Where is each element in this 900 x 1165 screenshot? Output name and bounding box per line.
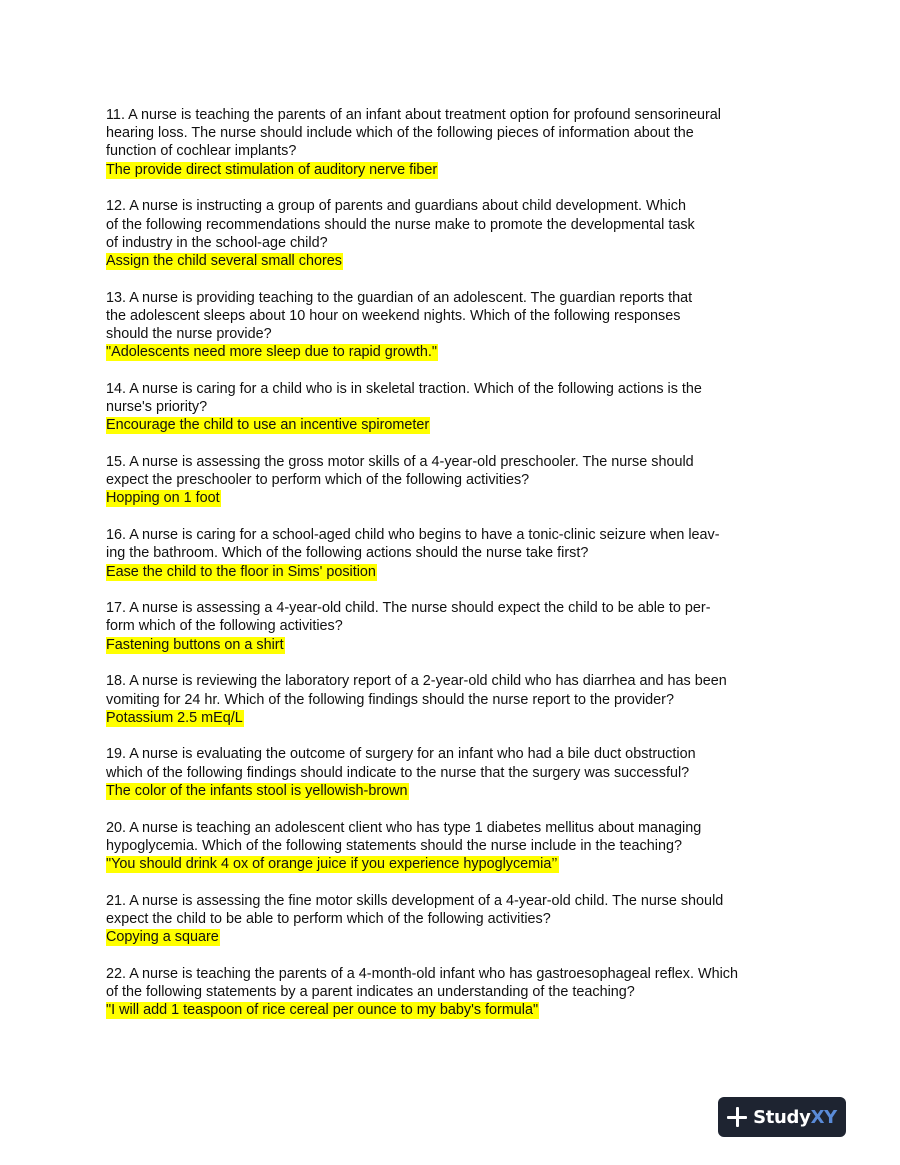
brand-name-accent: XY [810, 1106, 837, 1128]
question-text-line: of the following recommendations should the nurse make to promote the developmental task [106, 216, 695, 233]
question-text-line: 22. A nurse is teaching the parents of a 4-month-old infant who has gastroesophageal reflex. Which [106, 965, 738, 982]
question-text-line: 16. A nurse is caring for a school-aged child who begins to have a tonic-clinic seizure when leav- [106, 527, 720, 544]
question-item [106, 289, 806, 362]
highlighted-answer: Hopping on 1 foot [106, 490, 220, 507]
question-text-line: 13. A nurse is providing teaching to the guardian of an adolescent. The guardian reports that [106, 289, 693, 306]
question-text-line: 11. A nurse is teaching the parents of an infant about treatment option for profound sensorineural [106, 107, 721, 123]
question-text-line: 17. A nurse is assessing a 4-year-old child. The nurse should expect the child to be able to per- [106, 600, 711, 617]
question-text-line: hearing loss. The nurse should include which of the following pieces of information about the [106, 125, 694, 142]
highlighted-answer: Copying a square [106, 929, 219, 946]
highlighted-answer: Fastening buttons on a shirt [106, 636, 284, 653]
highlighted-answer: Encourage the child to use an incentive spirometer [106, 417, 430, 434]
question-text-line: which of the following findings should indicate to the nurse that the surgery was successful? [106, 764, 690, 781]
question-text-line: 14. A nurse is caring for a child who is in skeletal traction. Which of the following actions is the [106, 380, 702, 397]
question-text-line: 19. A nurse is evaluating the outcome of surgery for an infant who had a bile duct obstruction [106, 746, 696, 763]
question-text-line: vomiting for 24 hr. Which of the following findings should the nurse report to the provider? [106, 691, 674, 708]
studyxy-logo[interactable] [718, 1097, 846, 1137]
highlighted-answer: "Adolescents need more sleep due to rapid growth." [106, 344, 438, 361]
highlighted-answer: Assign the child several small chores [106, 252, 342, 269]
question-item [106, 526, 806, 581]
highlighted-answer: The provide direct stimulation of auditory nerve fiber [106, 161, 438, 178]
question-item [106, 672, 806, 727]
question-text-line: the adolescent sleeps about 10 hour on weekend nights. Which of the following responses [106, 307, 681, 324]
question-text-line: expect the child to be able to perform which of the following activities? [106, 910, 551, 927]
question-item [106, 892, 806, 947]
question-text-line: 21. A nurse is assessing the fine motor skills development of a 4-year-old child. The nurse should [106, 892, 724, 909]
brand-name [753, 1107, 837, 1128]
question-text-line: function of cochlear implants? [106, 143, 297, 160]
question-text-line: form which of the following activities? [106, 618, 343, 635]
question-text-line: expect the preschooler to perform which of the following activities? [106, 472, 530, 489]
question-text-line: of industry in the school-age child? [106, 234, 328, 251]
question-item [106, 106, 806, 179]
brand-name-main: Study [753, 1106, 811, 1128]
question-item [106, 965, 806, 1020]
question-text-line: should the nurse provide? [106, 326, 272, 343]
question-item [106, 745, 806, 800]
question-list [106, 106, 806, 1038]
question-text-line: 18. A nurse is reviewing the laboratory report of a 2-year-old child who has diarrhea and has been [106, 673, 727, 690]
highlighted-answer: "I will add 1 teaspoon of rice cereal per ounce to my baby's formula" [106, 1002, 539, 1019]
question-item [106, 197, 806, 270]
question-text-line: 15. A nurse is assessing the gross motor skills of a 4-year-old preschooler. The nurse should [106, 454, 694, 471]
question-text-line: 12. A nurse is instructing a group of parents and guardians about child development. Which [106, 198, 686, 215]
question-text-line: nurse's priority? [106, 399, 208, 416]
highlighted-answer: "You should drink 4 ox of orange juice if you experience hypoglycemia’’ [106, 856, 558, 872]
question-text-line: ing the bathroom. Which of the following actions should the nurse take first? [106, 545, 589, 562]
question-text-line: hypoglycemia. Which of the following statements should the nurse include in the teaching? [106, 837, 682, 854]
question-text-line: 20. A nurse is teaching an adolescent client who has type 1 diabetes mellitus about managing [106, 819, 702, 836]
plus-icon [727, 1107, 747, 1127]
highlighted-answer: The color of the infants stool is yellowish-brown [106, 782, 408, 799]
highlighted-answer: Ease the child to the floor in Sims' position [106, 563, 376, 580]
highlighted-answer: Potassium 2.5 mEq/L [106, 709, 243, 726]
question-item [106, 380, 806, 435]
question-item [106, 819, 806, 874]
question-item [106, 599, 806, 654]
question-text-line: of the following statements by a parent indicates an understanding of the teaching? [106, 984, 635, 1001]
question-item [106, 453, 806, 508]
